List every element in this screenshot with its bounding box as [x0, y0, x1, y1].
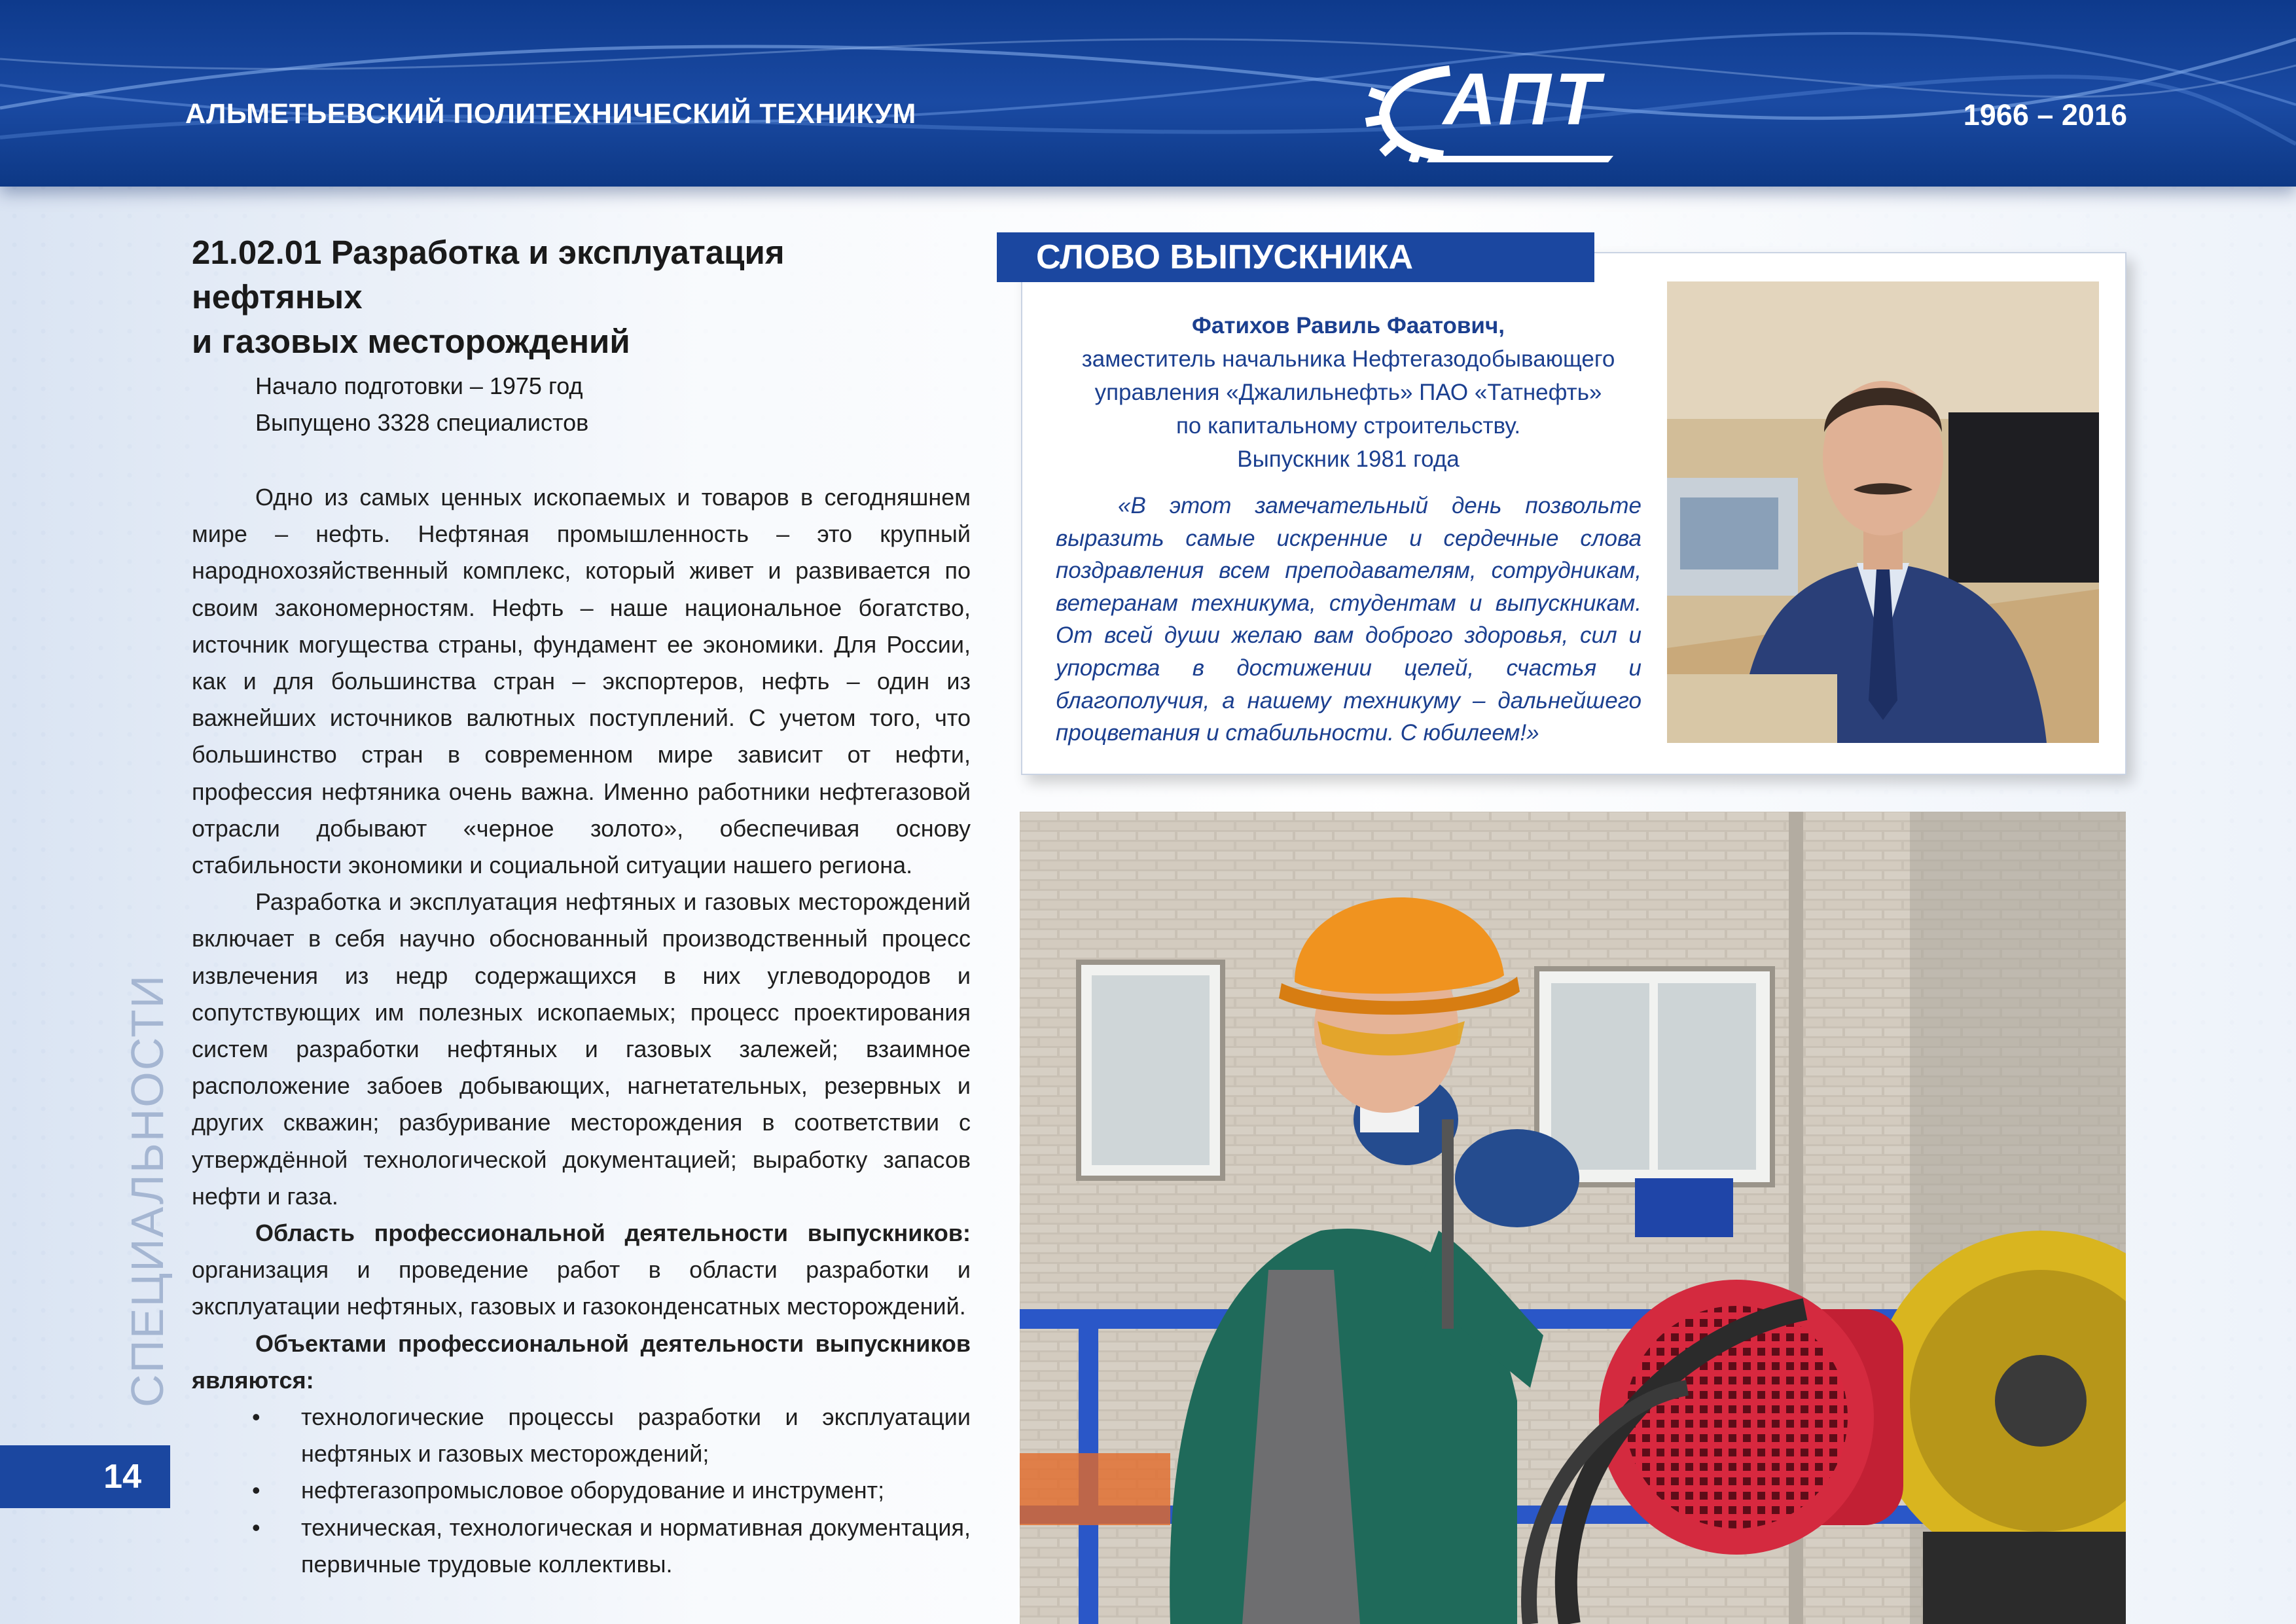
article-title — [192, 230, 964, 363]
paragraph-3-text: организация и проведение работ в области разработки и эксплуатации нефтяных, газовых и газоконденсатных месторождений. — [192, 1256, 971, 1320]
paragraph-4 — [192, 1326, 971, 1399]
page-header — [0, 0, 2296, 187]
graduate-year: Выпускник 1981 года — [1237, 446, 1460, 472]
anniversary-years: 1966 – 2016 — [1963, 98, 2127, 132]
apt-logo — [1365, 58, 1626, 162]
graduate-info — [1047, 309, 1649, 476]
graduate-position-line-2: управления «Джалильнефть» ПАО «Татнефть» — [1094, 380, 1602, 405]
graduate-position-line-1: заместитель начальника Нефтегазодобывающего — [1081, 346, 1615, 372]
page-number: 14 — [0, 1445, 170, 1508]
bullet-icon: • — [252, 1403, 260, 1431]
graduate-position-line-3: по капитальному строительству. — [1175, 413, 1521, 439]
header-waves-decoration — [0, 0, 2296, 187]
student-at-pump-photo — [1020, 812, 2126, 1624]
paragraph-4-heading: Объектами профессиональной деятельности выпускников являются: — [192, 1329, 971, 1394]
photo-illustration — [1020, 812, 2126, 1624]
article-facts — [255, 368, 588, 441]
title-line-2: и газовых месторождений — [192, 322, 630, 360]
list-item-text: нефтегазопромысловое оборудование и инструмент; — [301, 1477, 885, 1504]
list-item-text: технологические процессы разработки и эксплуатации нефтяных и газовых месторождений; — [301, 1403, 971, 1468]
objects-list — [192, 1399, 971, 1583]
list-item — [192, 1399, 971, 1472]
title-line-1: 21.02.01 Разработка и эксплуатация нефтяных — [192, 234, 785, 316]
graduate-name: Фатихов Равиль Фаатович, — [1191, 313, 1505, 338]
list-item — [192, 1509, 971, 1583]
list-item — [192, 1472, 971, 1509]
paragraph-3 — [192, 1215, 971, 1326]
bullet-icon: • — [252, 1477, 260, 1504]
fact-start-year: Начало подготовки – 1975 год — [255, 372, 583, 399]
institution-name: АЛЬМЕТЬЕВСКИЙ ПОЛИТЕХНИЧЕСКИЙ ТЕХНИКУМ — [185, 98, 916, 130]
logo-text: АПТ — [1443, 58, 1604, 140]
paragraph-2: Разработка и эксплуатация нефтяных и газовых месторождений включает в себя научно обоснованный производственный процесс извлечения из недр содержащихся в них углеводородов и сопутствующих им полезных ископаемых; процесс проектирования систем разработки нефтяных и газовых залежей; взаимное расположение забоев добывающих, нагнетательных, резервных и других скважин; разбуривание месторождения в соответствии с утверждённой технологической документацией; выработку запасов нефти и газа. — [192, 888, 971, 1210]
list-item-text: техническая, технологическая и нормативная документация, первичные трудовые коллективы. — [301, 1513, 971, 1578]
portrait-illustration — [1667, 281, 2099, 743]
article-body — [192, 479, 971, 1583]
bullet-icon: • — [252, 1513, 260, 1541]
paragraph-3-heading: Область профессиональной деятельности выпускников: — [255, 1219, 971, 1247]
paragraph-1: Одно из самых ценных ископаемых и товаров в сегодняшнем мире – нефть. Нефтяная промышленность – это крупный народнохозяйственный комплекс, который живет и развивается по своим закономерностям. Нефть – наше национальное богатство, источник могущества страны, фундамент ее экономики. Для России, как и для большинства стран – экспортеров, нефть – один из важнейших источников валютных поступлений. С учетом того, что большинство стран в современном мире зависит от нефти, профессия нефтяника очень важна. Именно работники нефтегазовой отрасли добывают «черное золото», обеспечивая основу стабильности экономики и социальной ситуации нашего региона. — [192, 484, 971, 879]
section-label: СПЕЦИАЛЬНОСТИ — [122, 973, 173, 1407]
graduate-word-tab: СЛОВО ВЫПУСКНИКА — [997, 232, 1594, 282]
fact-graduates-count: Выпущено 3328 специалистов — [255, 409, 589, 436]
graduate-portrait — [1667, 281, 2099, 743]
graduate-quote: «В этот замечательный день позвольте выразить самые искренние и сердечные слова поздравления всем преподавателям, сотрудникам, ветеранам техникума, студентам и выпускникам. От всей души желаю вам доброго здоровья, сил и упорства в достижении целей, счастья и благополучия, а нашему техникуму – дальнейшего процветания и стабильности. С юбилеем!» — [1056, 493, 1641, 746]
